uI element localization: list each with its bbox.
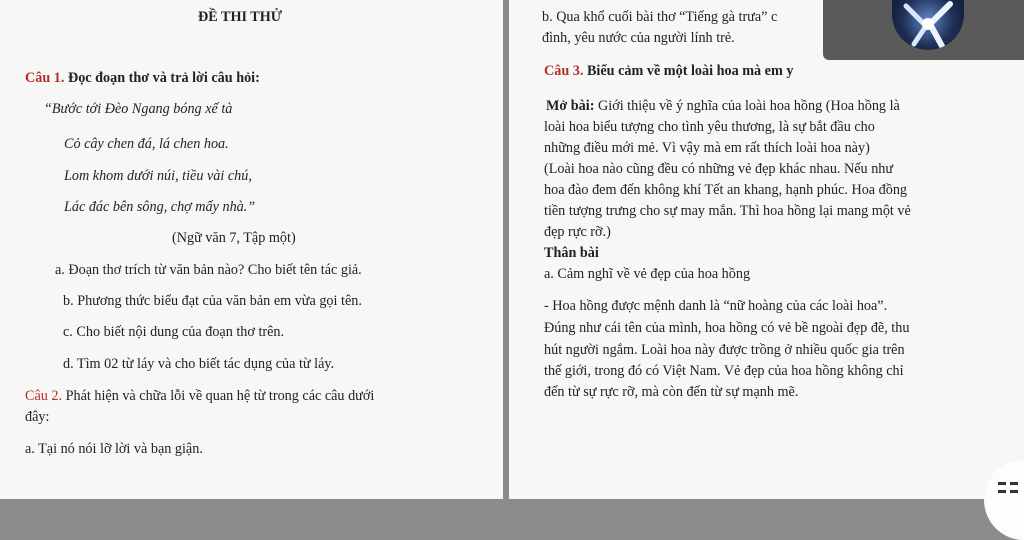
mo-bai-line-7: đẹp rực rỡ.) <box>544 224 611 240</box>
than-bai-line-4: hút người ngắm. Loài hoa này được trồng ở nhiều quốc gia trên <box>544 342 905 358</box>
than-bai-line-1: a. Cảm nghĩ về vẻ đẹp của hoa hồng <box>544 266 751 282</box>
right-top-line-1: b. Qua khổ cuối bài thơ “Tiếng gà trưa” c <box>542 9 778 25</box>
question-2-cont: đây: <box>25 409 50 425</box>
q1-item-a: a. Đoạn thơ trích từ văn bản nào? Cho biết tên tác giả. <box>55 262 362 278</box>
mo-bai-line-4: (Loài hoa nào cũng đều có những vẻ đẹp khác nhau. Nếu như <box>544 161 894 177</box>
exam-title: ĐỀ THI THỬ <box>198 9 283 25</box>
question-3-text: Biểu cảm về một loài hoa mà em y <box>583 63 794 79</box>
poem-source: (Ngữ văn 7, Tập một) <box>172 230 296 246</box>
poem-line-4: Lác đác bên sông, chợ mấy nhà.” <box>64 199 256 215</box>
avatar-icon[interactable] <box>892 0 964 50</box>
q1-item-d: d. Tìm 02 từ láy và cho biết tác dụng của từ láy. <box>63 356 335 372</box>
than-bai-line-2: - Hoa hồng được mệnh danh là “nữ hoàng của các loài hoa”. <box>544 298 888 314</box>
right-top-line-2: đình, yêu nước của người lính trẻ. <box>542 30 735 46</box>
mo-bai-label: Mở bài: <box>546 98 595 114</box>
question-2-text: Phát hiện và chữa lỗi về quan hệ từ trong các câu dưới <box>62 388 375 404</box>
right-page <box>509 0 1024 499</box>
than-bai-heading: Thân bài <box>544 245 599 261</box>
q1-item-c: c. Cho biết nội dung của đoạn thơ trên. <box>63 324 285 340</box>
question-1-text: Đọc đoạn thơ và trả lời câu hỏi: <box>64 70 260 86</box>
question-1-label: Câu 1. <box>25 70 65 86</box>
left-page <box>0 0 503 499</box>
poem-line-2: Cỏ cây chen đá, lá chen hoa. <box>64 136 229 152</box>
question-3 <box>544 62 793 80</box>
poem-line-1: “Bước tới Đèo Ngang bóng xế tà <box>44 101 233 117</box>
question-1 <box>25 69 260 87</box>
question-3-label: Câu 3. <box>544 63 584 79</box>
than-bai-line-6: đến từ sự rực rỡ, mà còn đến từ sự mạnh mẽ. <box>544 384 799 400</box>
mo-bai-line-5: hoa đào đem đến không khí Tết an khang, hạnh phúc. Hoa đồng <box>544 182 908 198</box>
q1-item-b: b. Phương thức biểu đạt của văn bản em vừa gọi tên. <box>63 293 362 309</box>
than-bai-line-5: thế giới, trong đó có Việt Nam. Vẻ đẹp của hoa hồng không chỉ <box>544 363 904 379</box>
question-2 <box>25 387 374 405</box>
mo-bai-line-6: tiền tượng trưng cho sự may mắn. Thì hoa hồng lại mang một vẻ <box>544 203 911 219</box>
grid-icon <box>996 474 1024 514</box>
mo-bai-line-3: những điều mới mẻ. Vì vậy mà em rất thích loài hoa này) <box>544 140 870 156</box>
q2-item-a: a. Tại nó nói lỡ lời và bạn giận. <box>25 441 203 457</box>
than-bai-line-3: Đúng như cái tên của mình, hoa hồng có vẻ bề ngoài đẹp đẽ, thu <box>544 320 910 336</box>
question-2-label: Câu 2. <box>25 388 63 404</box>
mo-bai-line-1: Mở bài: Giới thiệu về ý nghĩa của loài hoa hồng (Hoa hồng là <box>546 98 900 114</box>
mo-bai-line-2: loài hoa biểu tượng cho tình yêu thương, là sự bắt đầu cho <box>544 119 875 135</box>
poem-line-3: Lom khom dưới núi, tiều vài chú, <box>64 168 252 184</box>
